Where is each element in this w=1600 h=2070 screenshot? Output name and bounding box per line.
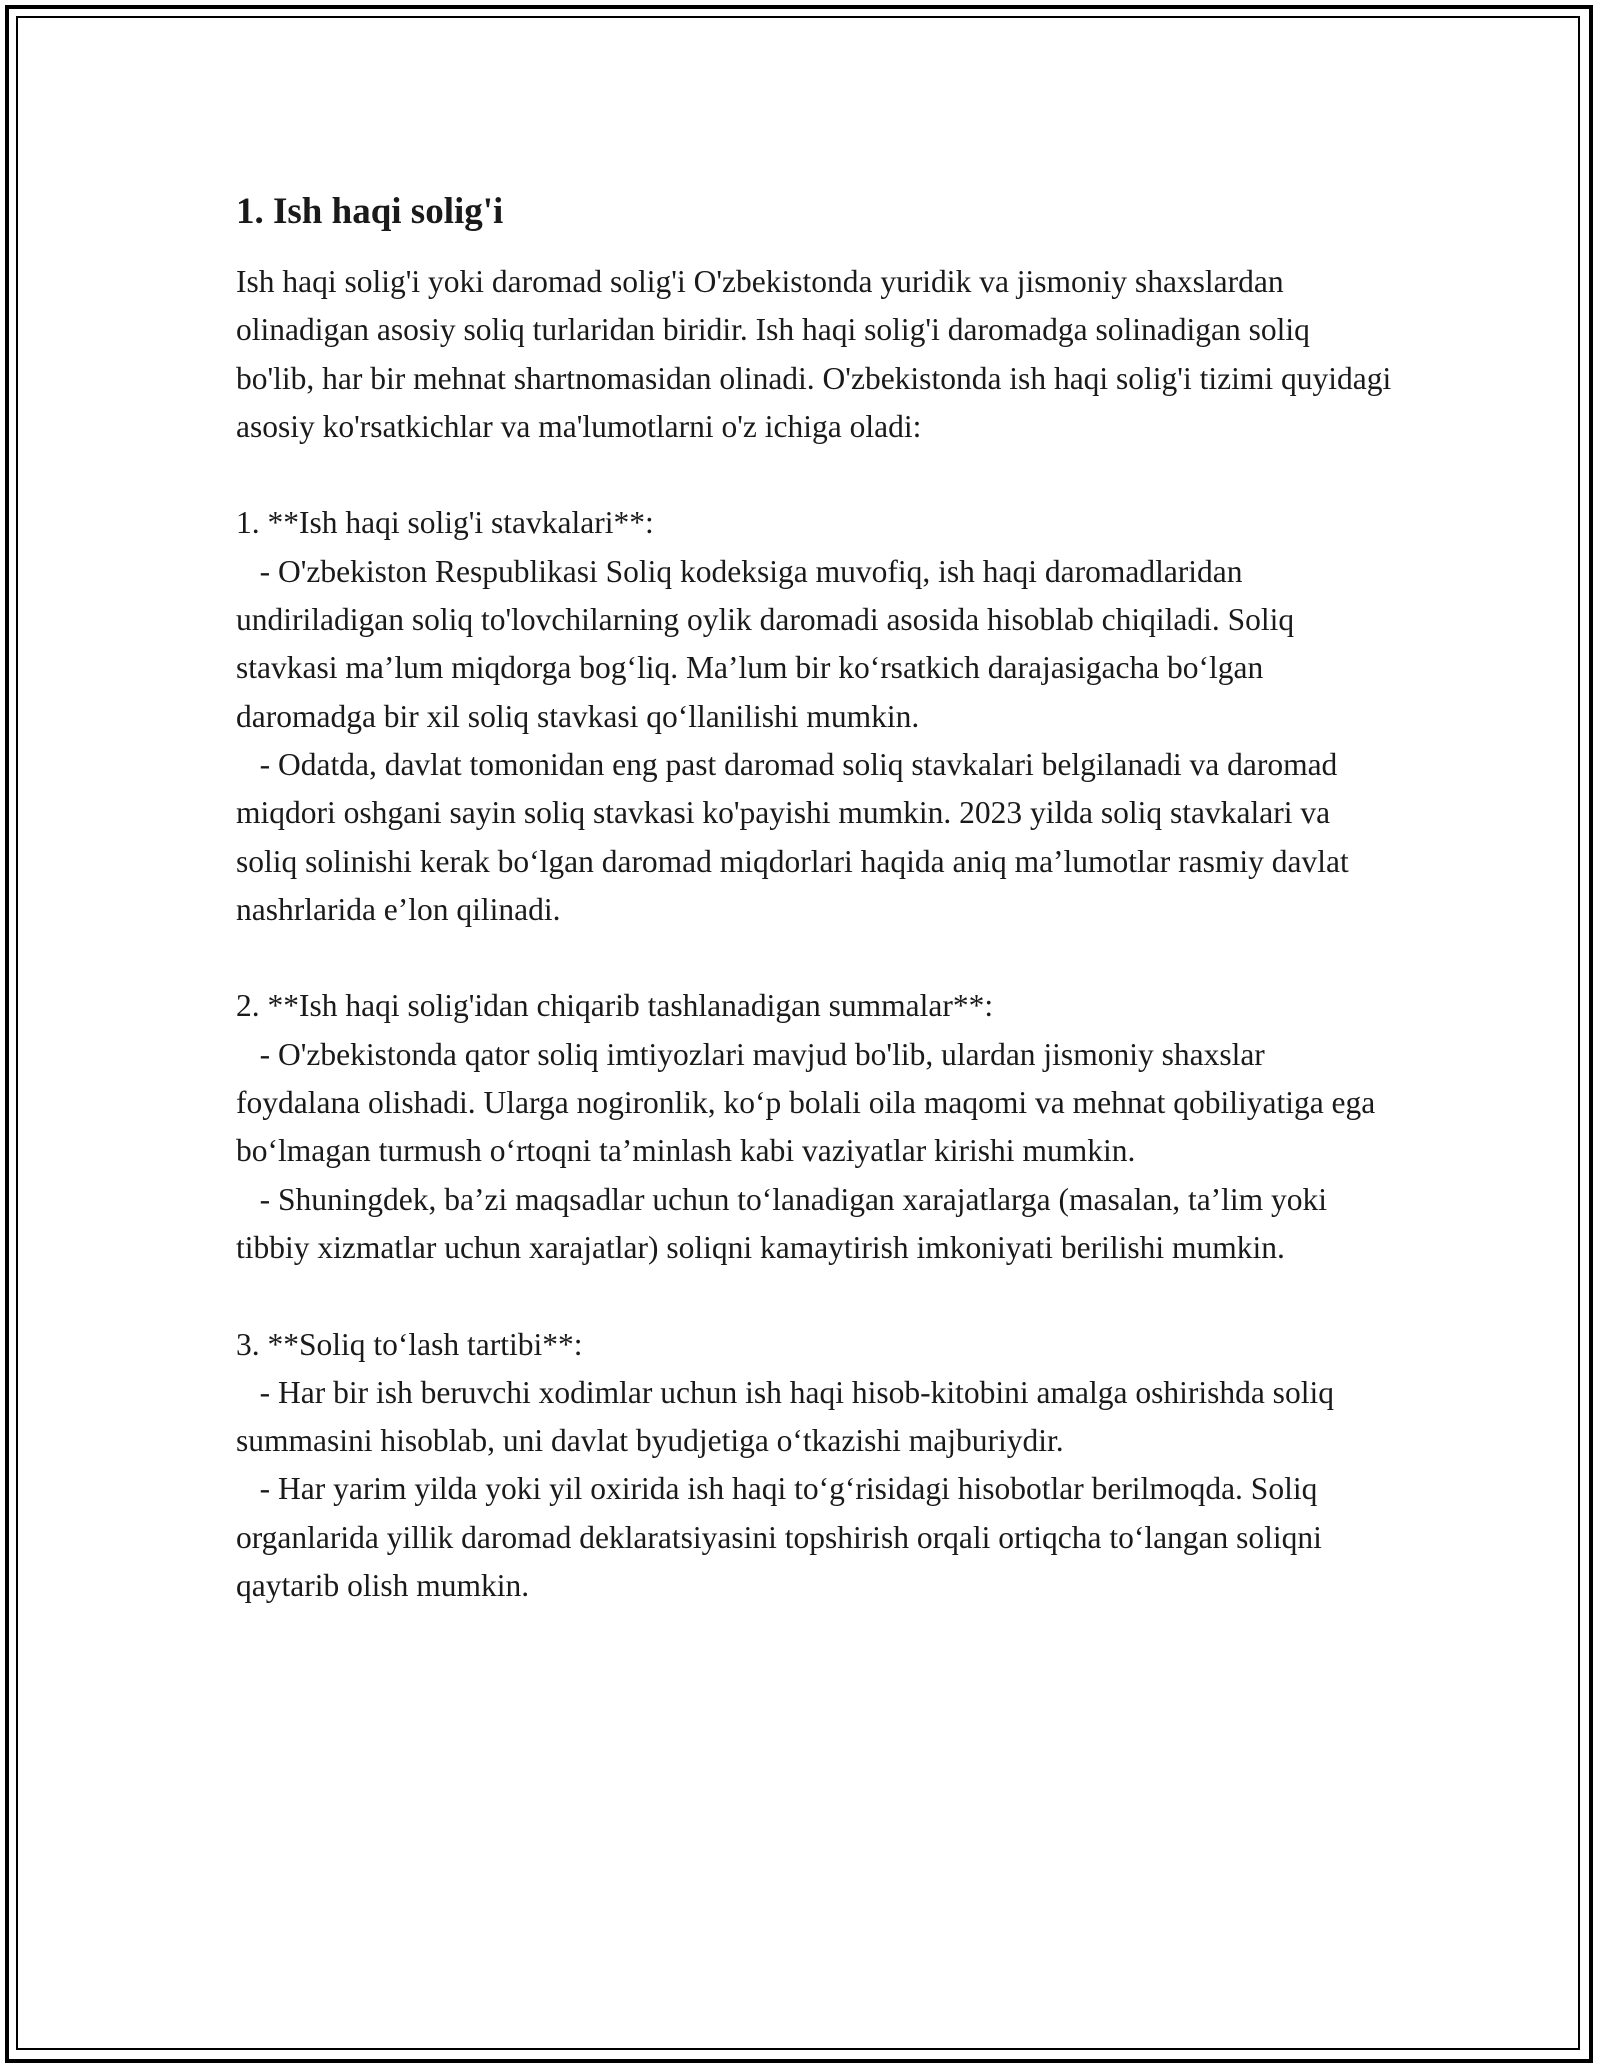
document-title: 1. Ish haqi solig'i: [236, 191, 504, 232]
section-item: - Har yarim yilda yoki yil oxirida ish haqi to‘g‘risidagi hisobotlar berilmoqda. Soliq organlarida yillik daromad deklaratsiyasini topshirish orqali ortiqcha to‘langan soliqni qaytarib olish mumkin.: [236, 1471, 1330, 1604]
document-text: [236, 258, 1396, 1610]
section-item: - O'zbekiston Respublikasi Soliq kodeksiga muvofiq, ish haqi daromadlaridan undiriladigan soliq to'lovchilarning oylik daromadi asosida hisoblab chiqiladi. Soliq stavkasi ma’lum miqdorga bog‘liq. Ma’lum bir ko‘rsatkich darajasigacha bo‘lgan daromadga bir xil soliq stavkasi qo‘llanilishi mumkin.: [236, 553, 1303, 734]
paragraph-spacer: [236, 934, 1396, 982]
intro-paragraph: Ish haqi solig'i yoki daromad solig'i O'zbekistonda yuridik va jismoniy shaxslardan olinadigan asosiy soliq turlaridan biridir. Ish haqi solig'i daromadga solinadigan soliq bo'lib, har bir mehnat shartnomasidan olinadi. O'zbekistonda ish haqi solig'i tizimi quyidagi asosiy ko'rsatkichlar va ma'lumotlarni o'z ichiga oladi:: [236, 264, 1392, 444]
paragraph-spacer: [236, 451, 1396, 499]
section-rates: [236, 499, 1396, 934]
section-heading: 1. **Ish haqi solig'i stavkalari**:: [236, 505, 654, 541]
section-payment-order: [236, 1321, 1396, 1611]
section-deductions: [236, 982, 1396, 1272]
paragraph-spacer: [236, 1272, 1396, 1320]
section-heading: 2. **Ish haqi solig'idan chiqarib tashlanadigan summalar**:: [236, 988, 994, 1024]
document-body: [236, 186, 1396, 1610]
section-item: - O'zbekistonda qator soliq imtiyozlari mavjud bo'lib, ulardan jismoniy shaxslar foydalana olishadi. Ularga nogironlik, ko‘p bolali oila maqomi va mehnat qobiliyatiga ega bo‘lmagan turmush o‘rtoqni ta’minlash kabi vaziyatlar kirishi mumkin.: [236, 1036, 1384, 1169]
section-heading: 3. **Soliq to‘lash tartibi**:: [236, 1326, 583, 1362]
section-item: - Har bir ish beruvchi xodimlar uchun ish haqi hisob-kitobini amalga oshirishda soliq summasini hisoblab, uni davlat byudjetiga o‘tkazishi majburiydir.: [236, 1374, 1342, 1459]
section-item: - Odatda, davlat tomonidan eng past daromad soliq stavkalari belgilanadi va daromad miqdori oshgani sayin soliq stavkasi ko'payishi mumkin. 2023 yilda soliq stavkalari va soliq solinishi kerak bo‘lgan daromad miqdorlari haqida aniq ma’lumotlar rasmiy davlat nashrlarida e’lon qilinadi.: [236, 746, 1357, 927]
section-item: - Shuningdek, ba’zi maqsadlar uchun to‘lanadigan xarajatlarga (masalan, ta’lim yoki tibbiy xizmatlar uchun xarajatlar) soliqni kamaytirish imkoniyati berilishi mumkin.: [236, 1181, 1335, 1265]
